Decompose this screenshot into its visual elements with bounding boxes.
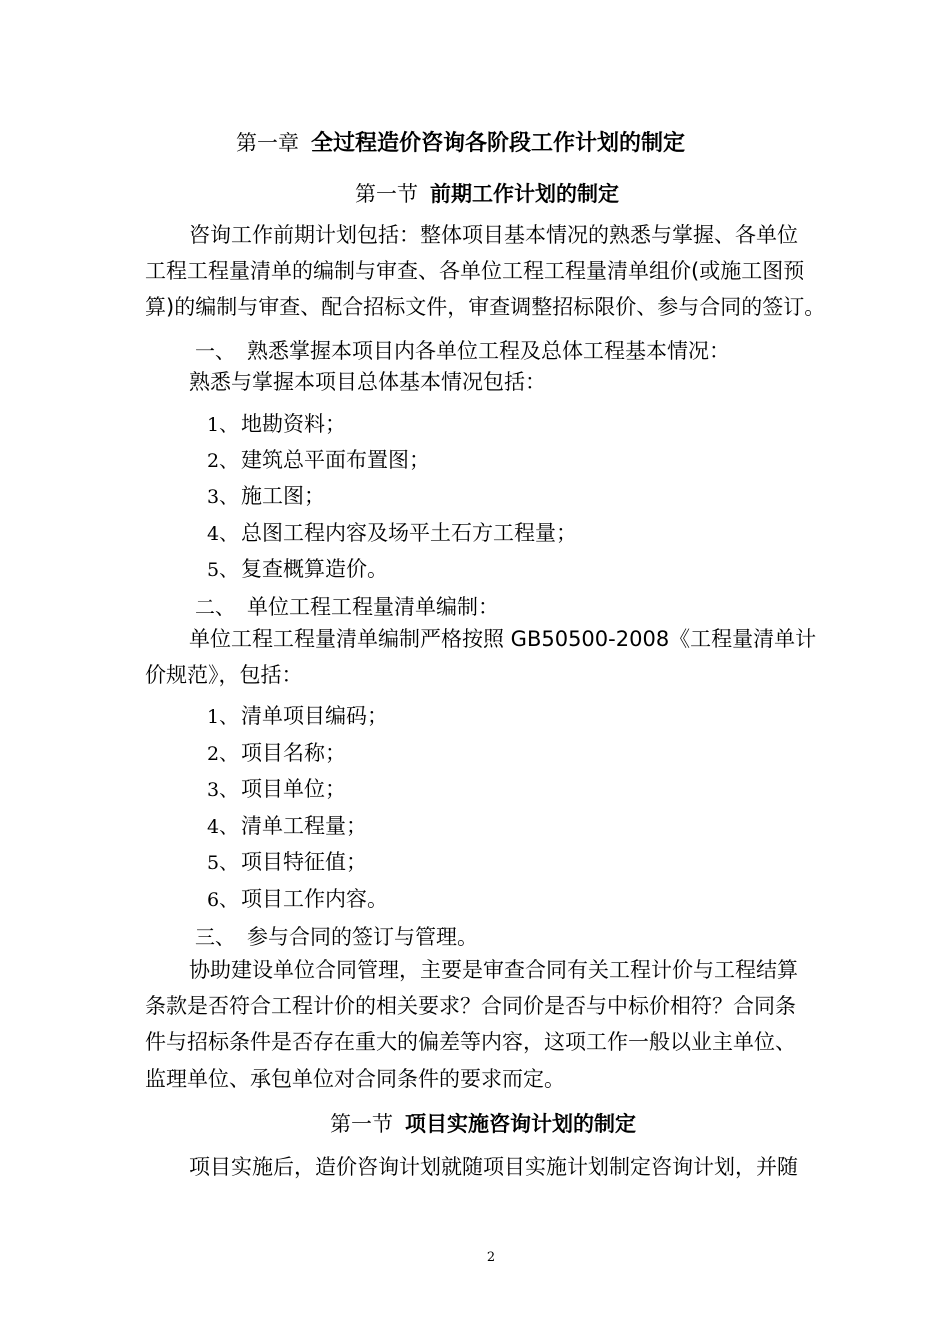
list-number: 5、 (207, 852, 239, 874)
part3-heading (195, 919, 478, 955)
chapter-prefix: 第一章 (236, 131, 299, 155)
part2-lead-line-2: 价规范》，包括： (145, 663, 303, 687)
list-number: 6、 (207, 889, 239, 911)
part1-lead: 熟悉与掌握本项目总体基本情况包括： (189, 370, 546, 394)
section-prefix: 第一节 (355, 182, 418, 206)
list-text: 复查概算造价。 (241, 557, 388, 581)
list-item (207, 478, 325, 514)
list-item (207, 551, 388, 587)
part3-title: 参与合同的签订与管理。 (247, 925, 478, 949)
intro-line-3: 算)的编制与审查、配合招标文件，审查调整招标限价、参与合同的签订。 (145, 295, 826, 319)
list-item (207, 771, 346, 807)
chapter-title: 全过程造价咨询各阶段工作计划的制定 (311, 131, 686, 156)
part3-number: 三、 (195, 925, 235, 949)
list-number: 4、 (207, 816, 239, 838)
list-number: 3、 (207, 779, 239, 801)
list-text: 清单项目编码； (241, 704, 388, 728)
list-text: 总图工程内容及场平土石方工程量； (241, 521, 577, 545)
list-item (207, 808, 367, 844)
list-number: 4、 (207, 523, 239, 545)
closing-line: 项目实施后，造价咨询计划就随项目实施计划制定咨询计划，并随 (189, 1155, 798, 1179)
list-text: 项目工作内容。 (241, 887, 388, 911)
section-prefix: 第一节 (330, 1112, 393, 1136)
list-text: 项目特征值； (241, 850, 367, 874)
list-text: 项目名称； (241, 741, 346, 765)
page-number: 2 (486, 1250, 496, 1265)
part2-number: 二、 (195, 595, 235, 619)
part3-body-line-2: 条款是否符合工程计价的相关要求？合同价是否与中标价相符？合同条 (145, 994, 796, 1018)
part1-title: 熟悉掌握本项目内各单位工程及总体工程基本情况： (247, 339, 730, 363)
list-item (207, 515, 577, 551)
section-heading-1 (355, 176, 619, 212)
chapter-heading (236, 125, 685, 161)
part3-body-line-1: 协助建设单位合同管理，主要是审查合同有关工程计价与工程结算 (189, 958, 798, 982)
list-number: 3、 (207, 486, 239, 508)
list-text: 清单工程量； (241, 814, 367, 838)
list-item (207, 442, 430, 478)
list-number: 1、 (207, 706, 239, 728)
section-title: 前期工作计划的制定 (430, 182, 619, 206)
list-text: 地勘资料； (241, 412, 346, 436)
list-number: 2、 (207, 450, 239, 472)
list-item (207, 698, 388, 734)
list-text: 施工图； (241, 484, 325, 508)
intro-line-1: 咨询工作前期计划包括：整体项目基本情况的熟悉与掌握、各单位 (189, 223, 798, 247)
part2-heading (195, 589, 499, 625)
part3-body-line-3: 件与招标条件是否存在重大的偏差等内容，这项工作一般以业主单位、 (145, 1030, 796, 1054)
part2-title: 单位工程工程量清单编制： (247, 595, 499, 619)
list-number: 1、 (207, 414, 239, 436)
list-number: 5、 (207, 559, 239, 581)
section-heading-2 (330, 1106, 636, 1142)
list-item (207, 735, 346, 771)
list-item (207, 406, 346, 442)
list-text: 建筑总平面布置图； (241, 448, 430, 472)
section-title: 项目实施咨询计划的制定 (405, 1112, 636, 1136)
intro-line-2: 工程工程量清单的编制与审查、各单位工程工程量清单组价(或施工图预 (145, 259, 805, 283)
list-item (207, 881, 388, 917)
list-item (207, 844, 367, 880)
part3-body-line-4: 监理单位、承包单位对合同条件的要求而定。 (145, 1067, 565, 1091)
list-number: 2、 (207, 743, 239, 765)
list-text: 项目单位； (241, 777, 346, 801)
part1-number: 一、 (195, 339, 235, 363)
part2-lead-line-1: 单位工程工程量清单编制严格按照 GB50500-2008《工程量清单计 (189, 627, 817, 651)
